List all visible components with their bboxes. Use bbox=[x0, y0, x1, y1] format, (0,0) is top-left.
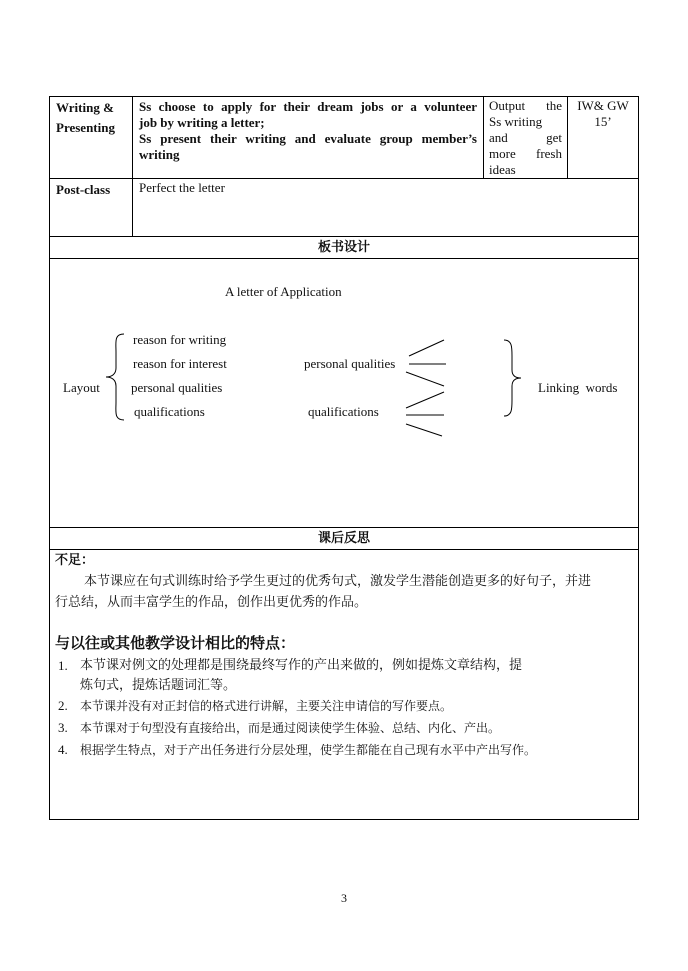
layout-item-reason-for-writing: reason for writing bbox=[133, 332, 227, 347]
linking-words-label: Linking words bbox=[538, 380, 618, 395]
table-row-divider-5 bbox=[49, 549, 639, 550]
stage-label-line-1: Writing & bbox=[56, 100, 114, 115]
layout-item-reason-for-interest: reason for interest bbox=[133, 356, 227, 371]
purpose-line-2: Ss writing bbox=[489, 114, 543, 129]
left-brace bbox=[102, 332, 128, 422]
table-row-divider-2 bbox=[49, 236, 639, 237]
middle-item-qualifications: qualifications bbox=[308, 404, 379, 419]
table-row-divider-1 bbox=[49, 178, 639, 179]
board-title: A letter of Application bbox=[225, 284, 342, 299]
activity-line-2: job by writing a letter; bbox=[139, 115, 265, 130]
activity-line-3: Ss present their writing and evaluate group member’s bbox=[139, 131, 477, 146]
table-top-border bbox=[49, 96, 639, 97]
purpose-line-1: Output the bbox=[489, 98, 562, 113]
shortcoming-line-2: 行总结，从而丰富学生的作品，创作出更优秀的作品。 bbox=[55, 595, 368, 610]
post-class-activity: Perfect the letter bbox=[139, 180, 225, 195]
activity-line-1: Ss choose to apply for their dream jobs or a volunteer bbox=[139, 99, 477, 114]
purpose-line-5: ideas bbox=[489, 162, 516, 177]
shortcoming-line-1: 本节课应在句式训练时给予学生更过的优秀句式，激发学生潜能创造更多的好句子，并进 bbox=[84, 574, 592, 589]
purpose-cell bbox=[489, 98, 562, 178]
layout-item-personal-qualities: personal qualities bbox=[131, 380, 223, 395]
features-title: 与以往或其他教学设计相比的特点： bbox=[55, 634, 296, 652]
stage-label-post-class: Post-class bbox=[56, 182, 111, 197]
feature-1-line-2: 炼句式，提炼话题词汇等。 bbox=[80, 678, 237, 693]
interaction-mode: IW& GW bbox=[577, 98, 629, 113]
shortcoming-title: 不足： bbox=[55, 553, 95, 568]
middle-item-personal-qualities: personal qualities bbox=[304, 356, 396, 371]
table-col-divider-1 bbox=[132, 96, 133, 237]
mode-time-cell bbox=[568, 98, 638, 130]
layout-label: Layout bbox=[63, 380, 100, 395]
purpose-line-3: and get bbox=[489, 130, 562, 145]
board-design-header: 板书设计 bbox=[317, 240, 370, 255]
table-left-border bbox=[49, 96, 50, 820]
reflection-header: 课后反思 bbox=[317, 531, 370, 546]
feature-4-line-1: 根据学生特点，对于产出任务进行分层处理，使学生都能在自己现有水平中产出写作。 bbox=[80, 743, 537, 757]
activity-cell-writing bbox=[139, 99, 477, 163]
feature-1-line-1: 本节课对例文的处理都是围绕最终写作的产出来做的，例如提炼文章结构，提 bbox=[80, 658, 523, 673]
link-lines bbox=[400, 336, 452, 440]
page-number: 3 bbox=[341, 891, 347, 905]
table-right-border bbox=[638, 96, 639, 820]
time-value: 15’ bbox=[594, 114, 612, 129]
table-bottom-border bbox=[49, 819, 639, 820]
feature-3-number: 3. bbox=[58, 720, 68, 735]
feature-4-number: 4. bbox=[58, 742, 68, 757]
layout-item-qualifications: qualifications bbox=[134, 404, 205, 419]
table-col-divider-2 bbox=[483, 96, 484, 179]
stage-label-writing-presenting bbox=[56, 99, 130, 137]
table-row-divider-3 bbox=[49, 258, 639, 259]
stage-label-line-2: Presenting bbox=[56, 120, 115, 135]
feature-1-number: 1. bbox=[58, 658, 68, 673]
purpose-line-4: more fresh bbox=[489, 146, 562, 161]
right-brace bbox=[500, 338, 526, 418]
activity-line-4: writing bbox=[139, 147, 180, 162]
feature-2-number: 2. bbox=[58, 698, 68, 713]
table-row-divider-4 bbox=[49, 527, 639, 528]
feature-3-line-1: 本节课对于句型没有直接给出，而是通过阅读使学生体验、总结、内化、产出。 bbox=[80, 721, 501, 735]
feature-2-line-1: 本节课并没有对正封信的格式进行讲解，主要关注申请信的写作要点。 bbox=[80, 699, 453, 713]
